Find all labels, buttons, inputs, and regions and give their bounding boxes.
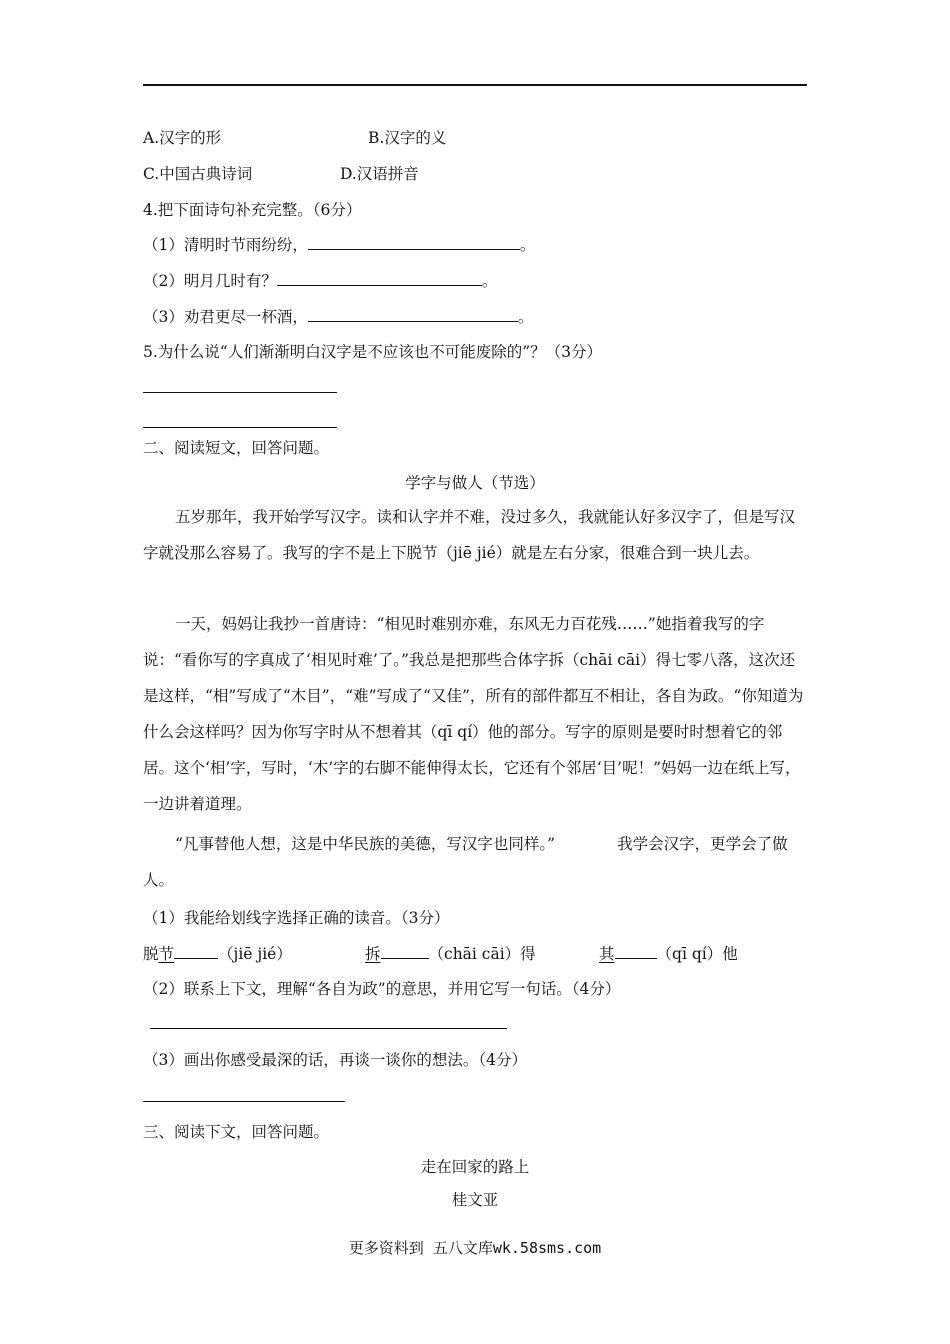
option-c: C.中国古典诗词: [143, 165, 253, 183]
footer-url[interactable]: wk.58sms.com: [492, 1239, 602, 1257]
option-d: D.汉语拼音: [340, 165, 419, 183]
answer-line-q5-1[interactable]: [143, 392, 337, 393]
paragraph-3-quote: “凡事替他人想，这是中华民族的美德，写汉字也同样。”: [175, 835, 556, 853]
poem-line-3-end: 。: [517, 308, 534, 326]
passage-2-author: 桂文亚: [451, 1191, 499, 1209]
pinyin-item-chai: [365, 942, 536, 964]
pinyin-item-jie-prefix: 脱: [143, 945, 159, 963]
option-b: B.汉字的义: [368, 129, 447, 147]
pinyin-options-jie: （jiē jié）: [218, 945, 292, 963]
poem-line-2-end: 。: [481, 272, 498, 290]
poem-line-2: [143, 269, 497, 291]
poem-line-1-end: 。: [519, 236, 536, 254]
answer-blank-qi[interactable]: [615, 944, 657, 959]
answer-line-q2[interactable]: [150, 1028, 507, 1029]
underlined-char-jie: 节: [158, 945, 175, 963]
poem-line-3: [143, 305, 533, 327]
section-2-heading: 二、阅读短文，回答问题。: [143, 439, 330, 457]
pinyin-options-qi: （qī qí）他: [656, 945, 738, 963]
passage-1-question-2: （2）联系上下文，理解“各自为政”的意思，并用它写一句话。（4分）: [143, 980, 621, 998]
footer-prefix: 更多资料到: [348, 1239, 424, 1257]
poem-line-1: [143, 233, 535, 255]
passage-1-paragraph-1: 五岁那年，我开始学写汉字。读和认字并不难，没过多久，我就能认好多汉字了，但是写汉字就没那么容易了。我写的字不是上下脱节（jiē jié）就是左右分家，很难合到一块儿去。: [143, 508, 796, 562]
underlined-char-qi: 其: [599, 945, 615, 963]
section-3-heading: 三、阅读下文，回答问题。: [143, 1123, 330, 1141]
poem-line-3-text: （3）劝君更尽一杯酒，: [143, 308, 308, 326]
question-5-title: 5.为什么说“人们渐渐明白汉字是不应该也不可能废除的”？（3分）: [143, 343, 603, 361]
footer-site: 五八文库: [432, 1239, 493, 1257]
answer-blank-1[interactable]: [308, 235, 520, 250]
pinyin-item-jie: [143, 942, 292, 964]
passage-1-question-3: （3）画出你感受最深的话，再谈一谈你的想法。（4分）: [143, 1051, 527, 1069]
answer-blank-2[interactable]: [277, 271, 482, 286]
underlined-char-chai: 拆: [365, 945, 381, 963]
passage-1-question-1: （1）我能给划线字选择正确的读音。（3分）: [143, 909, 450, 927]
footer: [0, 1237, 950, 1258]
question-4-title: 4.把下面诗句补充完整。（6分）: [143, 201, 362, 219]
answer-blank-3[interactable]: [308, 307, 518, 322]
answer-blank-jie[interactable]: [174, 944, 218, 959]
poem-line-1-text: （1）清明时节雨纷纷，: [143, 236, 308, 254]
top-rule: [143, 84, 807, 86]
answer-blank-chai[interactable]: [381, 944, 429, 959]
poem-line-2-text: （2）明月几时有？: [143, 272, 277, 290]
answer-line-q5-2[interactable]: [143, 427, 337, 428]
answer-line-q3[interactable]: [143, 1101, 345, 1102]
passage-1-paragraph-3: [143, 826, 807, 898]
pinyin-item-qi: [599, 942, 738, 964]
pinyin-options-chai: （chāi cāi）得: [428, 945, 536, 963]
passage-1-title: 学字与做人（节选）: [405, 474, 545, 492]
paragraph-3-rest: 我学会汉字，更学会了做人。: [143, 835, 788, 889]
option-a: A.汉字的形: [143, 129, 222, 147]
passage-1-paragraph-2: 一天，妈妈让我抄一首唐诗：“相见时难别亦难，东风无力百花残……”她指着我写的字说：“看你写的字真成了‘相见时难’了。”我总是把那些合体字拆（chāi cāi）得七零八落，这次还是这样，“相”写成了“木目”，“难”写成了“又佳”，所有的部件都互不相让，各自为政。“你知道为什么会这样吗？因为你写字时从不想着其（qī qí）他的部分。写字的原则是要时时想着它的邻居。这个‘相’字，写时，‘木’字的右脚不能伸得太长，它还有个邻居‘目’呢！”妈妈一边在纸上写，一边讲着道理。: [143, 615, 804, 813]
passage-2-title: 走在回家的路上: [420, 1158, 530, 1176]
